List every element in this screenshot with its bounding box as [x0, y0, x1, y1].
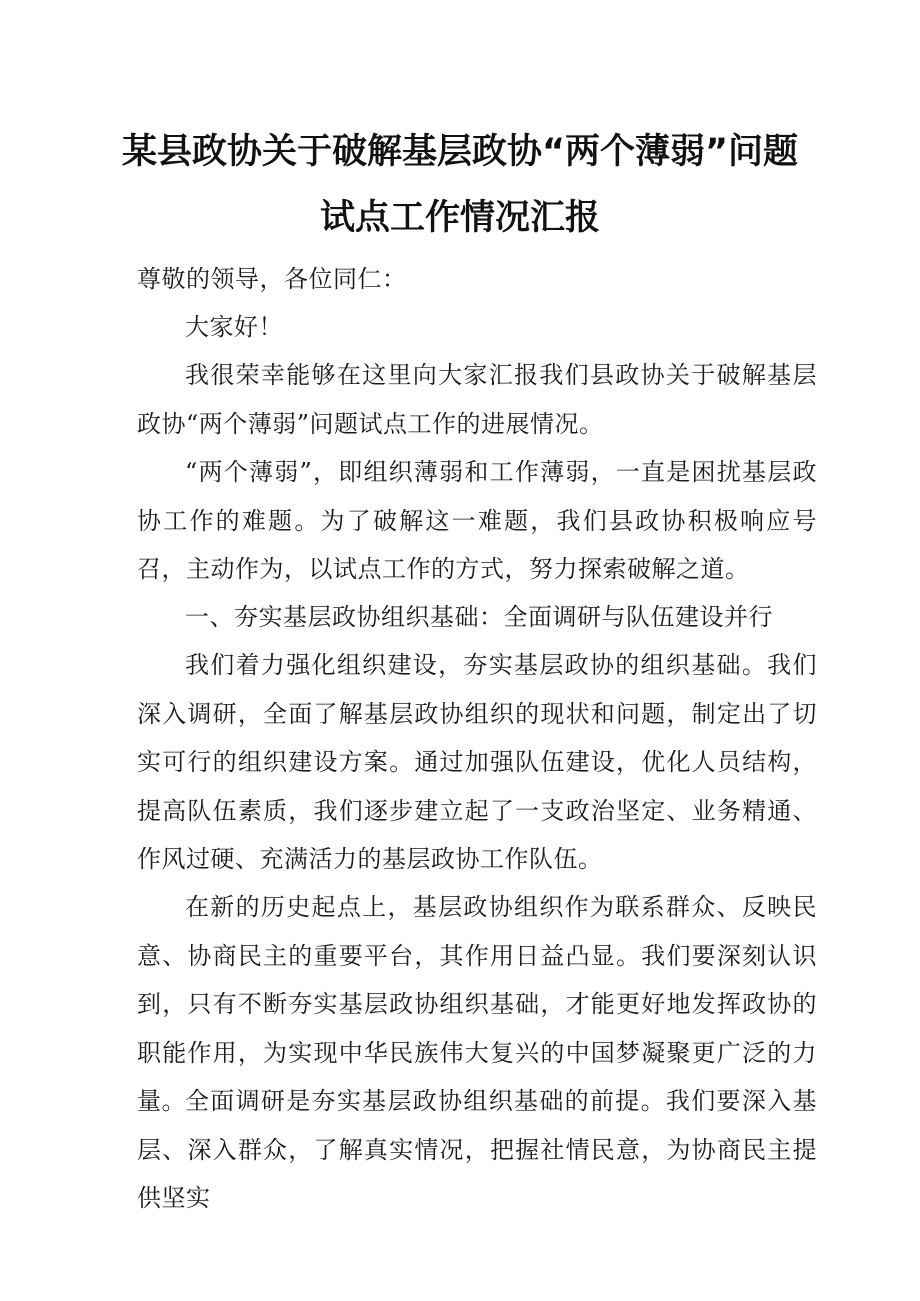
section-heading-1: 一、夯实基层政协组织基础：全面调研与队伍建设并行 — [185, 603, 773, 631]
salutation: 尊敬的领导，各位同仁： — [137, 265, 407, 293]
paragraph-two-weak-definition: “两个薄弱”，即组织薄弱和工作薄弱，一直是困扰基层政协工作的难题。为了破解这一难题，我们县政协积极响应号召，主动作为，以试点工作的方式，努力探索破解之道。 — [137, 458, 817, 583]
document-title-line1: 某县政协关于破解基层政协“两个薄弱”问题 — [121, 132, 798, 172]
paragraph-intro: 我很荣幸能够在这里向大家汇报我们县政协关于破解基层政协“两个薄弱”问题试点工作的进展情况。 — [137, 361, 817, 438]
paragraph-organization-building: 我们着力强化组织建设，夯实基层政协的组织基础。我们深入调研，全面了解基层政协组织的现状和问题，制定出了切实可行的组织建设方案。通过加强队伍建设，优化人员结构，提高队伍素质，我们逐步建立起了一支政治坚定、业务精通、作风过硬、充满活力的基层政协工作队伍。 — [137, 651, 817, 873]
document-title-line2: 试点工作情况汇报 — [319, 198, 600, 238]
paragraph-new-starting-point: 在新的历史起点上，基层政协组织作为联系群众、反映民意、协商民主的重要平台，其作用日益凸显。我们要深刻认识到，只有不断夯实基层政协组织基础，才能更好地发挥政协的职能作用，为实现中华民族伟大复兴的中国梦凝聚更广泛的力量。 — [137, 893, 817, 1115]
greeting: 大家好！ — [185, 313, 283, 341]
paragraph-comprehensive-research: 全面调研是夯实基层政协组织基础的前提。我们要深入基层、深入群众，了解真实情况，把握社情民意，为协商民主提供坚实 — [137, 1087, 817, 1212]
